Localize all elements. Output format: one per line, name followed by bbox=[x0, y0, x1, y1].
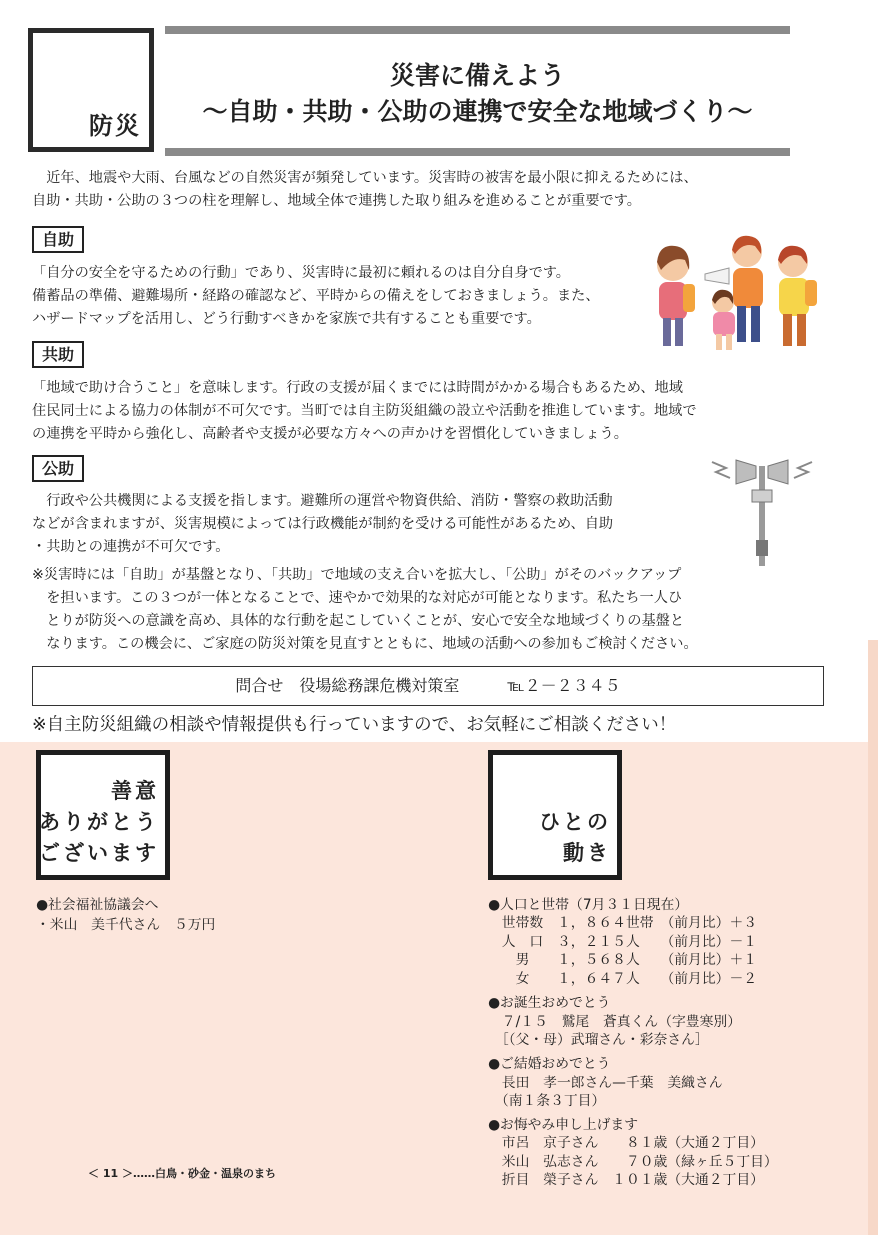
population-heading: ●人口と世帯（7月３１日現在） bbox=[488, 897, 689, 913]
page-edge-strip bbox=[868, 640, 878, 1235]
section-label-kyojo: 共助 bbox=[32, 341, 84, 368]
kojo-line: 行政や公共機関による支援を指します。避難所の運営や物資供給、消防・警察の救助活動 bbox=[32, 493, 613, 509]
jijo-line: ハザードマップを活用し、どう行動すべきかを家族で共有することも重要です。 bbox=[32, 311, 541, 327]
intro-line: 近年、地震や大雨、台風などの自然災害が頻発しています。災害時の被害を最小限に抑えるためには、 bbox=[32, 170, 698, 186]
header-bar-top bbox=[165, 26, 790, 34]
goodwill-title-label: 善意 ありがとう ございます bbox=[39, 779, 159, 865]
headline-line2: ～自助・共助・公助の連携で安全な地域づくり～ bbox=[202, 97, 753, 126]
population-line: 人 口 ３，２１５人 （前月比）－１ bbox=[488, 934, 758, 950]
condolence-heading: ●お悔やみ申し上げます bbox=[488, 1117, 639, 1133]
headline-line1: 災害に備えよう bbox=[389, 61, 565, 90]
kojo-line: ・共助との連携が不可欠です。 bbox=[32, 539, 230, 555]
consultation-note: ※自主防災組織の相談や情報提供も行っていますので、お気軽にご相談ください！ bbox=[32, 715, 677, 735]
marriage-line: 長田 孝一郎さん—千葉 美織さん bbox=[488, 1075, 723, 1091]
birth-line: ［（父・母）武瑠さん・彩奈さん］ bbox=[488, 1032, 709, 1048]
movement-title-label: ひとの 動き bbox=[539, 810, 611, 865]
loudspeaker-pole-illustration bbox=[708, 448, 818, 568]
population-line: 男 １，５６８人 （前月比）＋１ bbox=[488, 952, 758, 968]
marriage-line: （南１条３丁目） bbox=[488, 1093, 606, 1109]
note-line: なります。この機会に、ご家庭の防災対策を見直すとともに、地域の活動への参加もご検討ください。 bbox=[32, 636, 698, 652]
condolence-line: 市呂 京子さん ８１歳（大通２丁目） bbox=[488, 1135, 764, 1151]
population-line: 世帯数 １，８６４世帯 （前月比）＋３ bbox=[488, 915, 758, 931]
condolence-line: 折目 榮子さん １０１歳（大通２丁目） bbox=[488, 1172, 764, 1188]
note-line: を担います。この３つが一体となることで、速やかで効果的な対応が可能となります。私たち一人ひ bbox=[32, 590, 683, 606]
marriage-heading: ●ご結婚おめでとう bbox=[488, 1056, 611, 1072]
note-line: ※災害時には「自助」が基盤となり、「共助」で地域の支え合いを拡大し、「公助」がそのバックアップ bbox=[32, 567, 682, 583]
goodwill-heading: ●社会福祉協議会へ bbox=[36, 897, 159, 913]
section-title-label: 防災 bbox=[89, 112, 141, 140]
section-label-jijo: 自助 bbox=[32, 226, 84, 253]
header-bar-bottom bbox=[165, 148, 790, 156]
goodwill-entry: ・米山 美千代さん ５万円 bbox=[36, 917, 216, 933]
jijo-line: 「自分の安全を守るための行動」であり、災害時に最初に頼れるのは自分自身です。 bbox=[32, 265, 570, 281]
page-footer: ＜ 11 ＞……白鳥・砂金・温泉のまち bbox=[88, 1167, 276, 1180]
kyojo-line: 「地域で助け合うこと」を意味します。行政の支援が届くまでには時間がかかる場合もあるため、地域 bbox=[32, 380, 683, 396]
section-label-kojo: 公助 bbox=[32, 455, 84, 482]
jijo-line: 備蓄品の準備、避難場所・経路の確認など、平時からの備えをしておきましょう。また、 bbox=[32, 288, 600, 304]
birth-heading: ●お誕生おめでとう bbox=[488, 995, 611, 1011]
kyojo-line: 住民同士による協力の体制が不可欠です。当町では自主防災組織の設立や活動を推進しています。地域で bbox=[32, 403, 697, 419]
movement-title-box bbox=[488, 750, 622, 880]
birth-line: ７/１５ 鷲尾 蒼真くん（字豊寒別） bbox=[488, 1014, 741, 1030]
section-title-box bbox=[28, 28, 154, 152]
intro-line: 自助・共助・公助の３つの柱を理解し、地域全体で連携した取り組みを進めることが重要です。 bbox=[32, 193, 641, 209]
population-line: 女 １，６４７人 （前月比）－２ bbox=[488, 971, 758, 987]
family-evacuation-illustration bbox=[645, 230, 830, 355]
goodwill-title-box bbox=[36, 750, 170, 880]
contact-box: 問合せ 役場総務課危機対策室 ℡２－２３４５ bbox=[32, 666, 824, 706]
condolence-line: 米山 弘志さん ７０歳（緑ヶ丘５丁目） bbox=[488, 1154, 778, 1170]
kojo-line: などが含まれますが、災害規模によっては行政機能が制約を受ける可能性があるため、自助 bbox=[32, 516, 614, 532]
kyojo-line: の連携を平時から強化し、高齢者や支援が必要な方々への声かけを習慣化していきましょう。 bbox=[32, 426, 628, 442]
note-line: とりが防災への意識を高め、具体的な行動を起こしていくことが、安心で安全な地域づくりの基盤と bbox=[32, 613, 685, 629]
